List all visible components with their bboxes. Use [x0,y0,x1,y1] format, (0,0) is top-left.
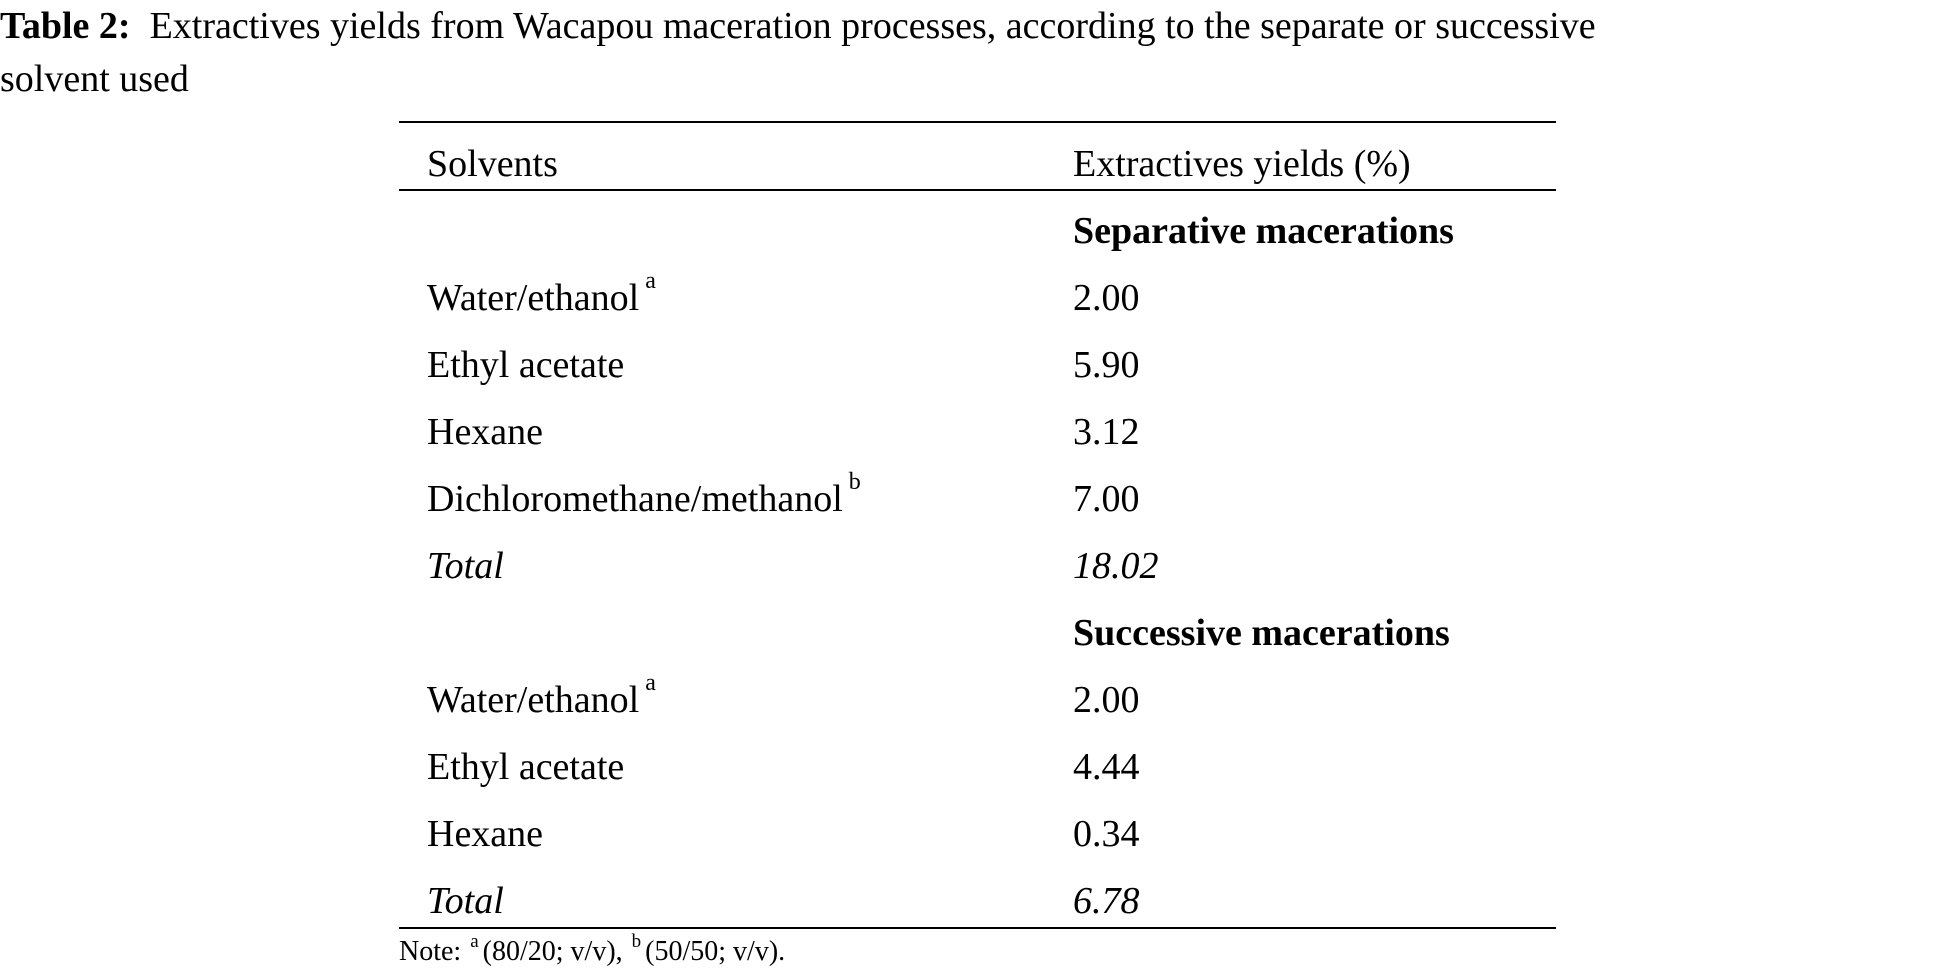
note-prefix: Note: [399,936,462,967]
note-a-text: (80/20; v/v), [482,936,623,967]
table-bottom-rule [399,927,1556,929]
header-yields: Extractives yields (%) [1073,143,1411,185]
table-top-rule [399,121,1556,123]
footnote-mark: b [848,469,861,495]
yield-value: 2.00 [1073,679,1140,721]
note-b-text: (50/50; v/v). [645,936,786,967]
footnote-mark-b: b [631,931,642,952]
total-value: 6.78 [1073,880,1140,922]
solvent-name: Water/ethanol [427,679,640,721]
yield-value: 7.00 [1073,478,1140,520]
table-note [399,931,786,970]
solvent-name: Dichloromethane/methanol [427,478,843,520]
table-caption [0,0,1954,106]
yield-value: 2.00 [1073,277,1140,319]
total-value: 18.02 [1073,545,1159,587]
section-title-successive: Successive macerations [1073,612,1450,654]
table-row [427,469,861,522]
total-label: Total [427,545,504,587]
caption-line-2: solvent used [0,58,189,100]
total-label: Total [427,880,504,922]
footnote-mark: a [645,268,656,294]
solvent-name: Ethyl acetate [427,746,625,788]
solvent-name: Ethyl acetate [427,344,625,386]
caption-label: Table 2: [0,5,131,47]
table-row [427,268,656,321]
caption-line-1 [0,0,1954,53]
footnote-mark-a: a [470,931,479,952]
solvent-name: Hexane [427,411,544,453]
caption-text-1: Extractives yields from Wacapou maceration processes, according to the separate or successive [149,5,1596,47]
yield-value: 3.12 [1073,411,1140,453]
yield-value: 0.34 [1073,813,1140,855]
yield-value: 4.44 [1073,746,1140,788]
solvent-name: Water/ethanol [427,277,640,319]
table-row [427,670,656,723]
header-solvents: Solvents [427,143,558,185]
solvent-name: Hexane [427,813,544,855]
yield-value: 5.90 [1073,344,1140,386]
section-title-separative: Separative macerations [1073,210,1454,252]
footnote-mark: a [645,670,656,696]
table-header-rule [399,189,1556,191]
